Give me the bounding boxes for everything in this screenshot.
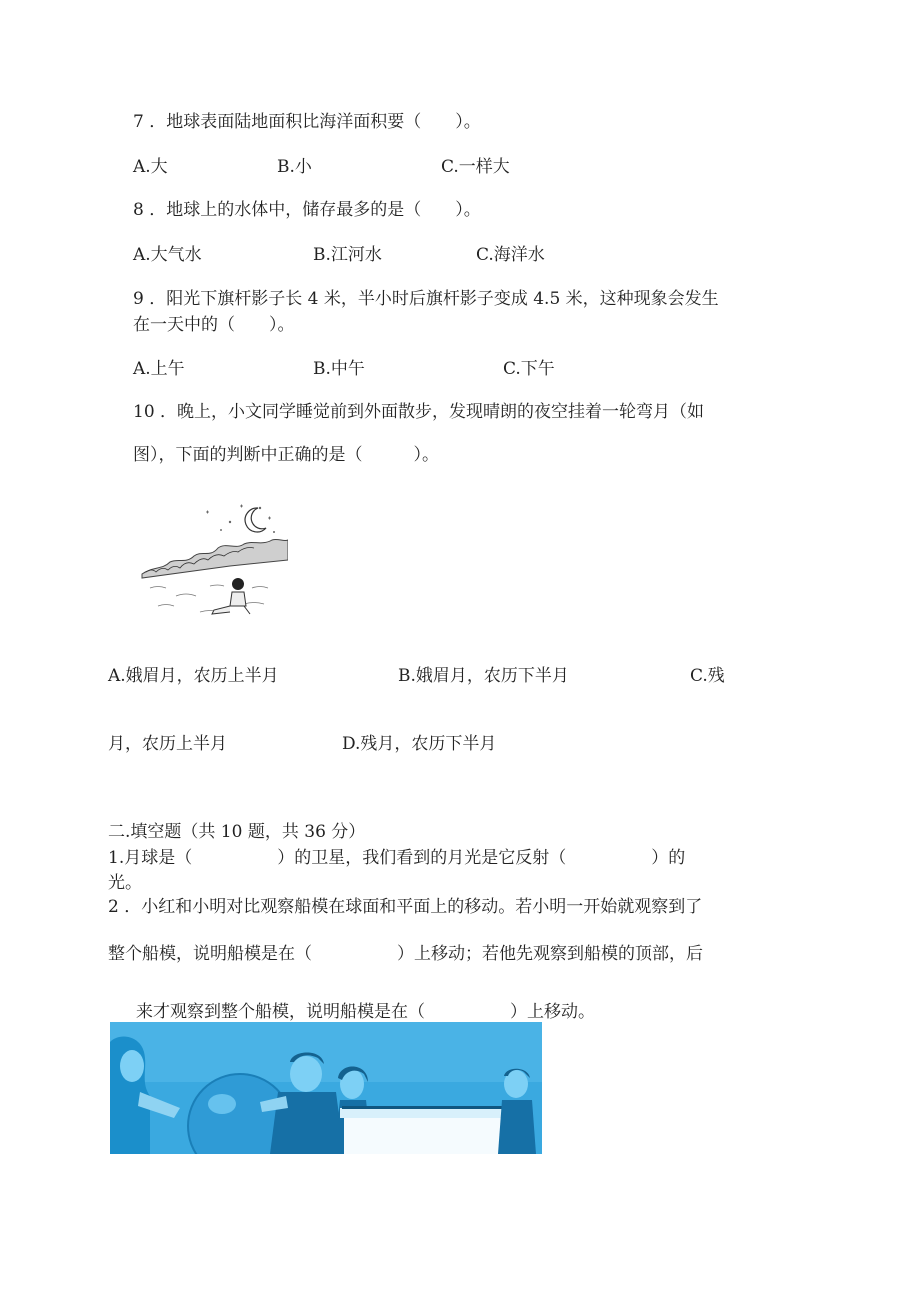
fill-q2-line1: 2 ．小红和小明对比观察船模在球面和平面上的移动。若小明一开始就观察到了 <box>108 897 703 917</box>
q10-stem-line2: 图），下面的判断中正确的是（ ）。 <box>133 445 439 465</box>
q9-option-a: A.上午 <box>133 359 185 379</box>
q10-option-c-part1: C.残 <box>690 666 725 686</box>
q10-option-a: A.娥眉月，农历上半月 <box>108 666 279 686</box>
q9-stem-line1: 9 ．阳光下旗杆影子长 4 米，半小时后旗杆影子变成 4.5 米，这种现象会发生 <box>133 289 719 309</box>
q7-option-c: C.一样大 <box>441 157 510 177</box>
q10-option-d: D.残月，农历下半月 <box>342 734 497 754</box>
fill-q1-line1: 1.月球是（ ）的卫星，我们看到的月光是它反射（ ）的 <box>108 848 686 868</box>
q7-option-a: A.大 <box>133 157 168 177</box>
q9-option-c: C.下午 <box>503 359 555 379</box>
q8-option-c: C.海洋水 <box>476 245 545 265</box>
q10-option-b: B.娥眉月，农历下半月 <box>398 666 569 686</box>
ship-model-experiment-photo <box>110 1022 542 1154</box>
q10-option-c-part2: 月，农历上半月 <box>108 734 227 754</box>
q8-stem: 8 ．地球上的水体中，储存最多的是（ ）。 <box>133 200 481 220</box>
q7-stem: 7 ．地球表面陆地面积比海洋面积要（ ）。 <box>133 112 481 132</box>
fill-q1-line2: 光。 <box>108 873 142 893</box>
q10-crescent-moon-illustration <box>140 500 288 622</box>
q10-stem-line1: 10 ．晚上，小文同学睡觉前到外面散步，发现晴朗的夜空挂着一轮弯月（如 <box>133 402 705 422</box>
q7-option-b: B.小 <box>277 157 312 177</box>
q9-stem-line2: 在一天中的（ ）。 <box>133 315 295 335</box>
q8-option-a: A.大气水 <box>133 245 202 265</box>
q9-option-b: B.中午 <box>313 359 365 379</box>
q8-option-b: B.江河水 <box>313 245 382 265</box>
section2-title: 二.填空题（共 10 题，共 36 分） <box>108 822 366 842</box>
fill-q2-line2: 整个船模，说明船模是在（ ）上移动；若他先观察到船模的顶部，后 <box>108 944 703 964</box>
fill-q2-line3: 来才观察到整个船模，说明船模是在（ ）上移动。 <box>136 1002 595 1022</box>
